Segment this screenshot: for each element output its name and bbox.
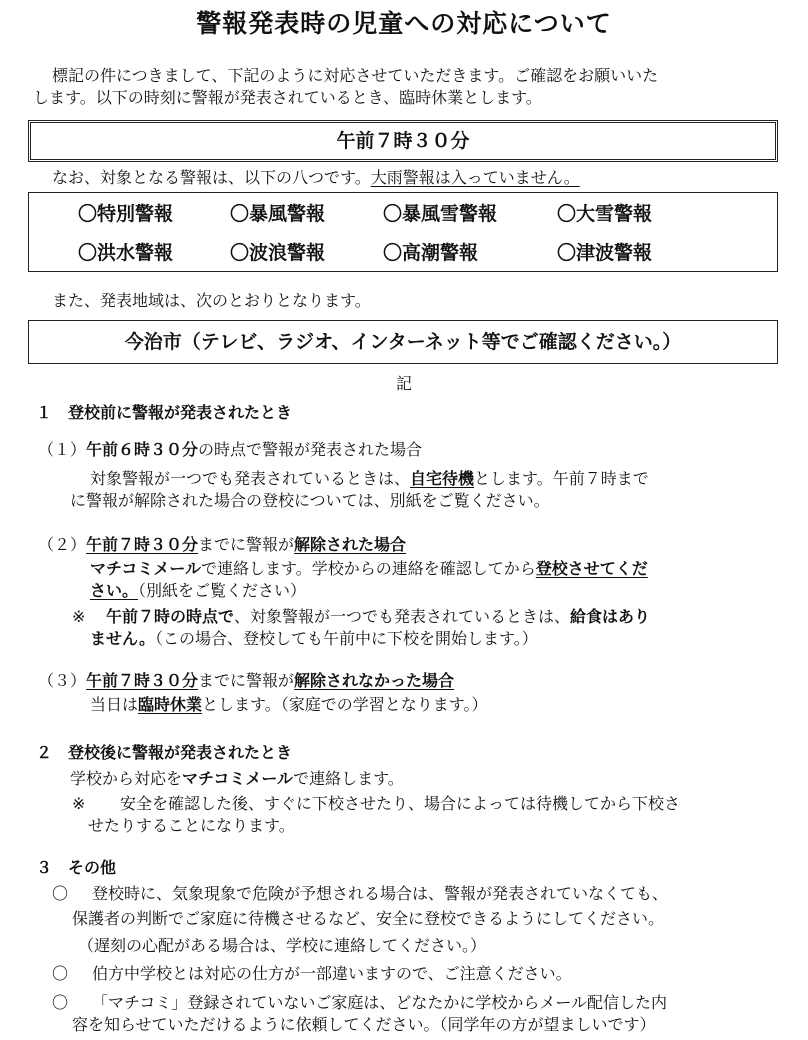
body-text: とします。午前７時まで [474, 469, 649, 488]
s3-item-3-line-1: 「マチコミ」登録されていないご家庭は、どなたかに学校からメール配信した内 [92, 993, 668, 1012]
area-note: また、発表地域は、次のとおりとなります。 [52, 291, 371, 310]
time-condition: 午前７時３０分 [86, 671, 199, 690]
body-text: 対象警報が一つでも発表されているときは、 [90, 469, 411, 488]
ki-mark: 記 [395, 374, 412, 393]
not-lifted-condition: 解除されなかった場合 [294, 671, 455, 690]
intro-line-1: 標記の件につきまして、下記のように対応させていただきます。ご確認をお願いいた [52, 66, 659, 85]
closure-time: 午前７時３０分 [336, 130, 470, 152]
body-text: 、対象警報が一つでも発表されているときは、 [234, 607, 571, 626]
lifted-condition: 解除された場合 [294, 535, 407, 554]
warning-item: 〇暴風雪警報 [383, 203, 498, 225]
temporary-closure: 臨時休業 [138, 695, 203, 714]
s2-note-2: せたりすることになります。 [88, 816, 295, 835]
machikomi-mail: マチコミメール [90, 559, 202, 578]
time-condition: 午前６時３０分 [86, 440, 199, 459]
page-title: 警報発表時の児童への対応について [196, 9, 612, 38]
s1-p1-title [38, 438, 422, 462]
warning-item: 〇津波警報 [557, 242, 653, 264]
body-text: 当日は [90, 695, 139, 714]
s2-body [70, 767, 404, 791]
s3-item-mark: 〇 [52, 993, 69, 1012]
warning-item: 〇高潮警報 [383, 242, 479, 264]
s1-p2-note-1 [106, 605, 650, 629]
s1-p2-title [38, 533, 406, 557]
area-text: 今治市（テレビ、ラジオ、インターネット等でご確認ください。） [124, 331, 682, 353]
s1-p2-body-2 [90, 579, 306, 603]
s1-p3-title [38, 669, 454, 693]
s1-p2-note-mark: ※ [72, 607, 86, 626]
warning-item: 〇洪水警報 [78, 242, 174, 264]
warning-item: 〇大雪警報 [557, 203, 653, 225]
s3-item-1-line-2: 保護者の判断でご家庭に待機させるなど、安全に登校できるようにしてください。 [72, 909, 665, 928]
machikomi-mail: マチコミメール [182, 769, 294, 788]
s3-item-3-line-2: 容を知らせていただけるように依頼してください。（同学年の方が望ましいです） [72, 1015, 656, 1034]
s1-p1-body-2: に警報が解除された場合の登校については、別紙をご覧ください。 [70, 491, 550, 510]
go-to-school-end: さい。 [90, 581, 139, 600]
no-lunch-end: ません。 [90, 629, 155, 648]
body-text: で連絡します。学校からの連絡を確認してから [201, 559, 536, 578]
item-number: （１） [38, 440, 87, 459]
warning-item: 〇特別警報 [78, 203, 174, 225]
time-condition: 午前７時３０分 [86, 535, 199, 554]
s2-note-mark: ※ [72, 794, 86, 813]
home-standby: 自宅待機 [410, 469, 475, 488]
item-number: （３） [38, 671, 87, 690]
no-lunch: 給食はあり [570, 607, 651, 626]
warning-item: 〇波浪警報 [230, 242, 326, 264]
s3-item-2-line-1: 伯方中学校とは対応の仕方が一部違いますので、ご注意ください。 [92, 964, 572, 983]
s2-note-1: 安全を確認した後、すぐに下校させたり、場合によっては待機してから下校さ [120, 794, 681, 813]
body-text: とします。（家庭での学習となります。） [202, 695, 488, 714]
target-warnings-note [52, 166, 580, 190]
s3-item-mark: 〇 [52, 964, 69, 983]
section-3-heading: ３ その他 [36, 858, 117, 877]
body-text: 学校から対応を [70, 769, 183, 788]
closure-time-box [28, 120, 778, 162]
seven-am-point: 午前７時の時点で [106, 607, 235, 626]
s1-p1-body-1 [90, 467, 649, 491]
target-note-text: なお、対象となる警報は、以下の八つです。 [52, 168, 371, 187]
s3-item-1-line-3: （遅刻の心配がある場合は、学校に連絡してください。） [78, 936, 487, 955]
s1-p3-body [90, 693, 487, 717]
intro-line-2: します。以下の時刻に警報が発表されているとき、臨時休業とします。 [33, 88, 542, 107]
section-1-heading: １ 登校前に警報が発表されたとき [36, 403, 293, 422]
s3-item-1-line-1: 登校時に、気象現象で危険が予想される場合は、警報が発表されていなくても、 [92, 884, 669, 903]
go-to-school: 登校させてくだ [535, 559, 648, 578]
s1-p2-note-2 [90, 627, 538, 651]
area-box [28, 320, 778, 364]
body-text: （この場合、登校しても午前中に下校を開始します。） [154, 629, 538, 648]
condition-text: の時点で警報が発表された場合 [198, 440, 423, 459]
body-text: （別紙をご覧ください） [138, 581, 307, 600]
s1-p2-body-1 [90, 557, 648, 581]
condition-text: までに警報が [198, 671, 295, 690]
heavy-rain-exclusion: 大雨警報は入っていません。 [370, 168, 580, 187]
section-2-heading: ２ 登校後に警報が発表されたとき [36, 743, 293, 762]
condition-text: までに警報が [198, 535, 295, 554]
item-number: （２） [38, 535, 87, 554]
body-text: で連絡します。 [293, 769, 404, 788]
s3-item-mark: 〇 [52, 884, 69, 903]
warning-item: 〇暴風警報 [230, 203, 326, 225]
